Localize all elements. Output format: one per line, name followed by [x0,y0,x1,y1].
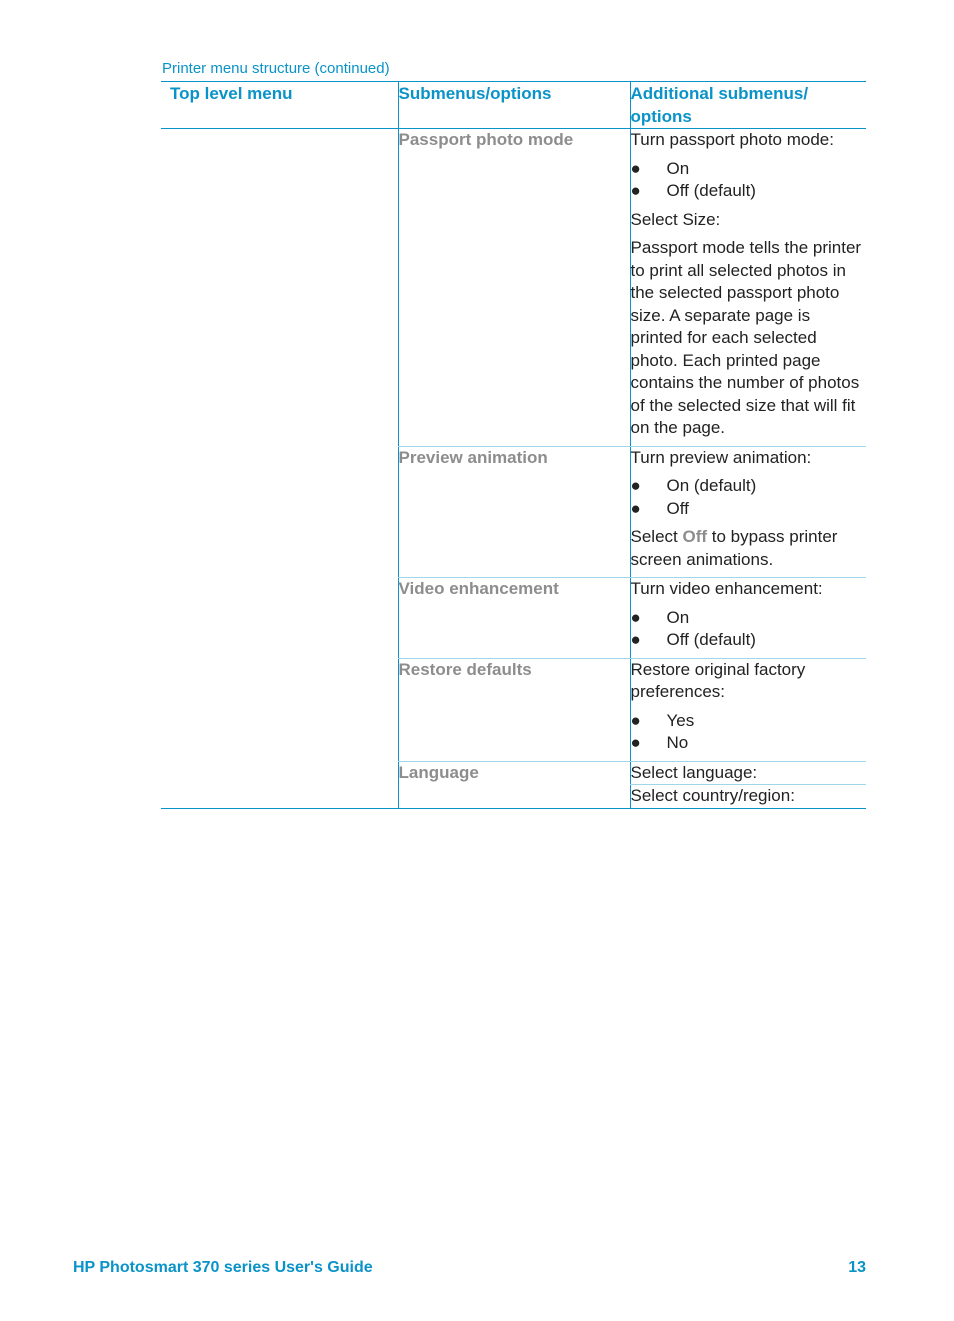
bullet-icon: ● [630,181,641,200]
option-intro: Restore original factory preferences: [630,659,806,701]
option-intro: Turn video enhancement: [630,579,823,598]
option-select-country: Select country/region: [630,786,795,805]
header-top-level-menu: Top level menu [161,82,398,129]
list-item: ● On [631,607,867,630]
bullet-icon: ● [630,498,641,518]
option-intro: Turn passport photo mode: [630,130,834,149]
printer-menu-table [161,81,866,809]
table-row [161,129,866,447]
option-list [631,158,867,203]
option-select-size: Select Size: [630,209,721,229]
bullet-icon: ● [630,733,641,752]
option-description: Passport mode tells the printer to print all selected photos in the selected passport photo size. A separate page is printed for each selected photo. Each printed page contains the number of photos of the selected size that will fit on the page. [630,238,862,437]
submenu-preview-animation: Preview animation [398,446,630,578]
top-level-menu-cell [161,129,398,809]
table-caption: Printer menu structure (continued) [162,60,390,77]
list-item: ● On [631,158,867,181]
header-additional-submenus: Additional submenus/ options [630,82,866,129]
options-restore-defaults [630,658,866,761]
option-list [631,607,867,652]
options-language [630,761,866,785]
bullet-icon: ● [630,476,641,495]
footer-page-number: 13 [848,1259,866,1276]
options-passport-photo-mode [630,129,866,447]
options-preview-animation [630,446,866,578]
list-item: ● Off (default) [631,180,867,203]
option-list [631,475,867,520]
submenu-passport-photo-mode: Passport photo mode [398,129,630,447]
bullet-icon: ● [630,710,641,730]
table-header-row [161,82,866,129]
option-list [631,710,867,755]
bullet-icon: ● [630,607,641,627]
list-item: ● Off (default) [631,629,867,652]
submenu-video-enhancement: Video enhancement [398,578,630,659]
bullet-icon: ● [630,158,641,178]
option-intro: Turn preview animation: [630,447,812,467]
header-submenus-options: Submenus/options [398,82,630,129]
highlight-off: Off [682,527,708,546]
list-item: ● On (default) [631,475,867,498]
options-country-region [630,785,866,809]
submenu-language: Language [398,761,630,808]
option-select-language: Select language: [630,762,758,782]
list-item: ● Off [631,498,867,521]
footer-guide-title: HP Photosmart 370 series User's Guide [73,1259,373,1276]
submenu-restore-defaults: Restore defaults [398,658,630,761]
options-video-enhancement [630,578,866,659]
bullet-icon: ● [630,630,641,649]
option-note: Select Off to bypass printer screen animations. [630,527,838,569]
list-item: ● No [631,732,867,755]
list-item: ● Yes [631,710,867,733]
